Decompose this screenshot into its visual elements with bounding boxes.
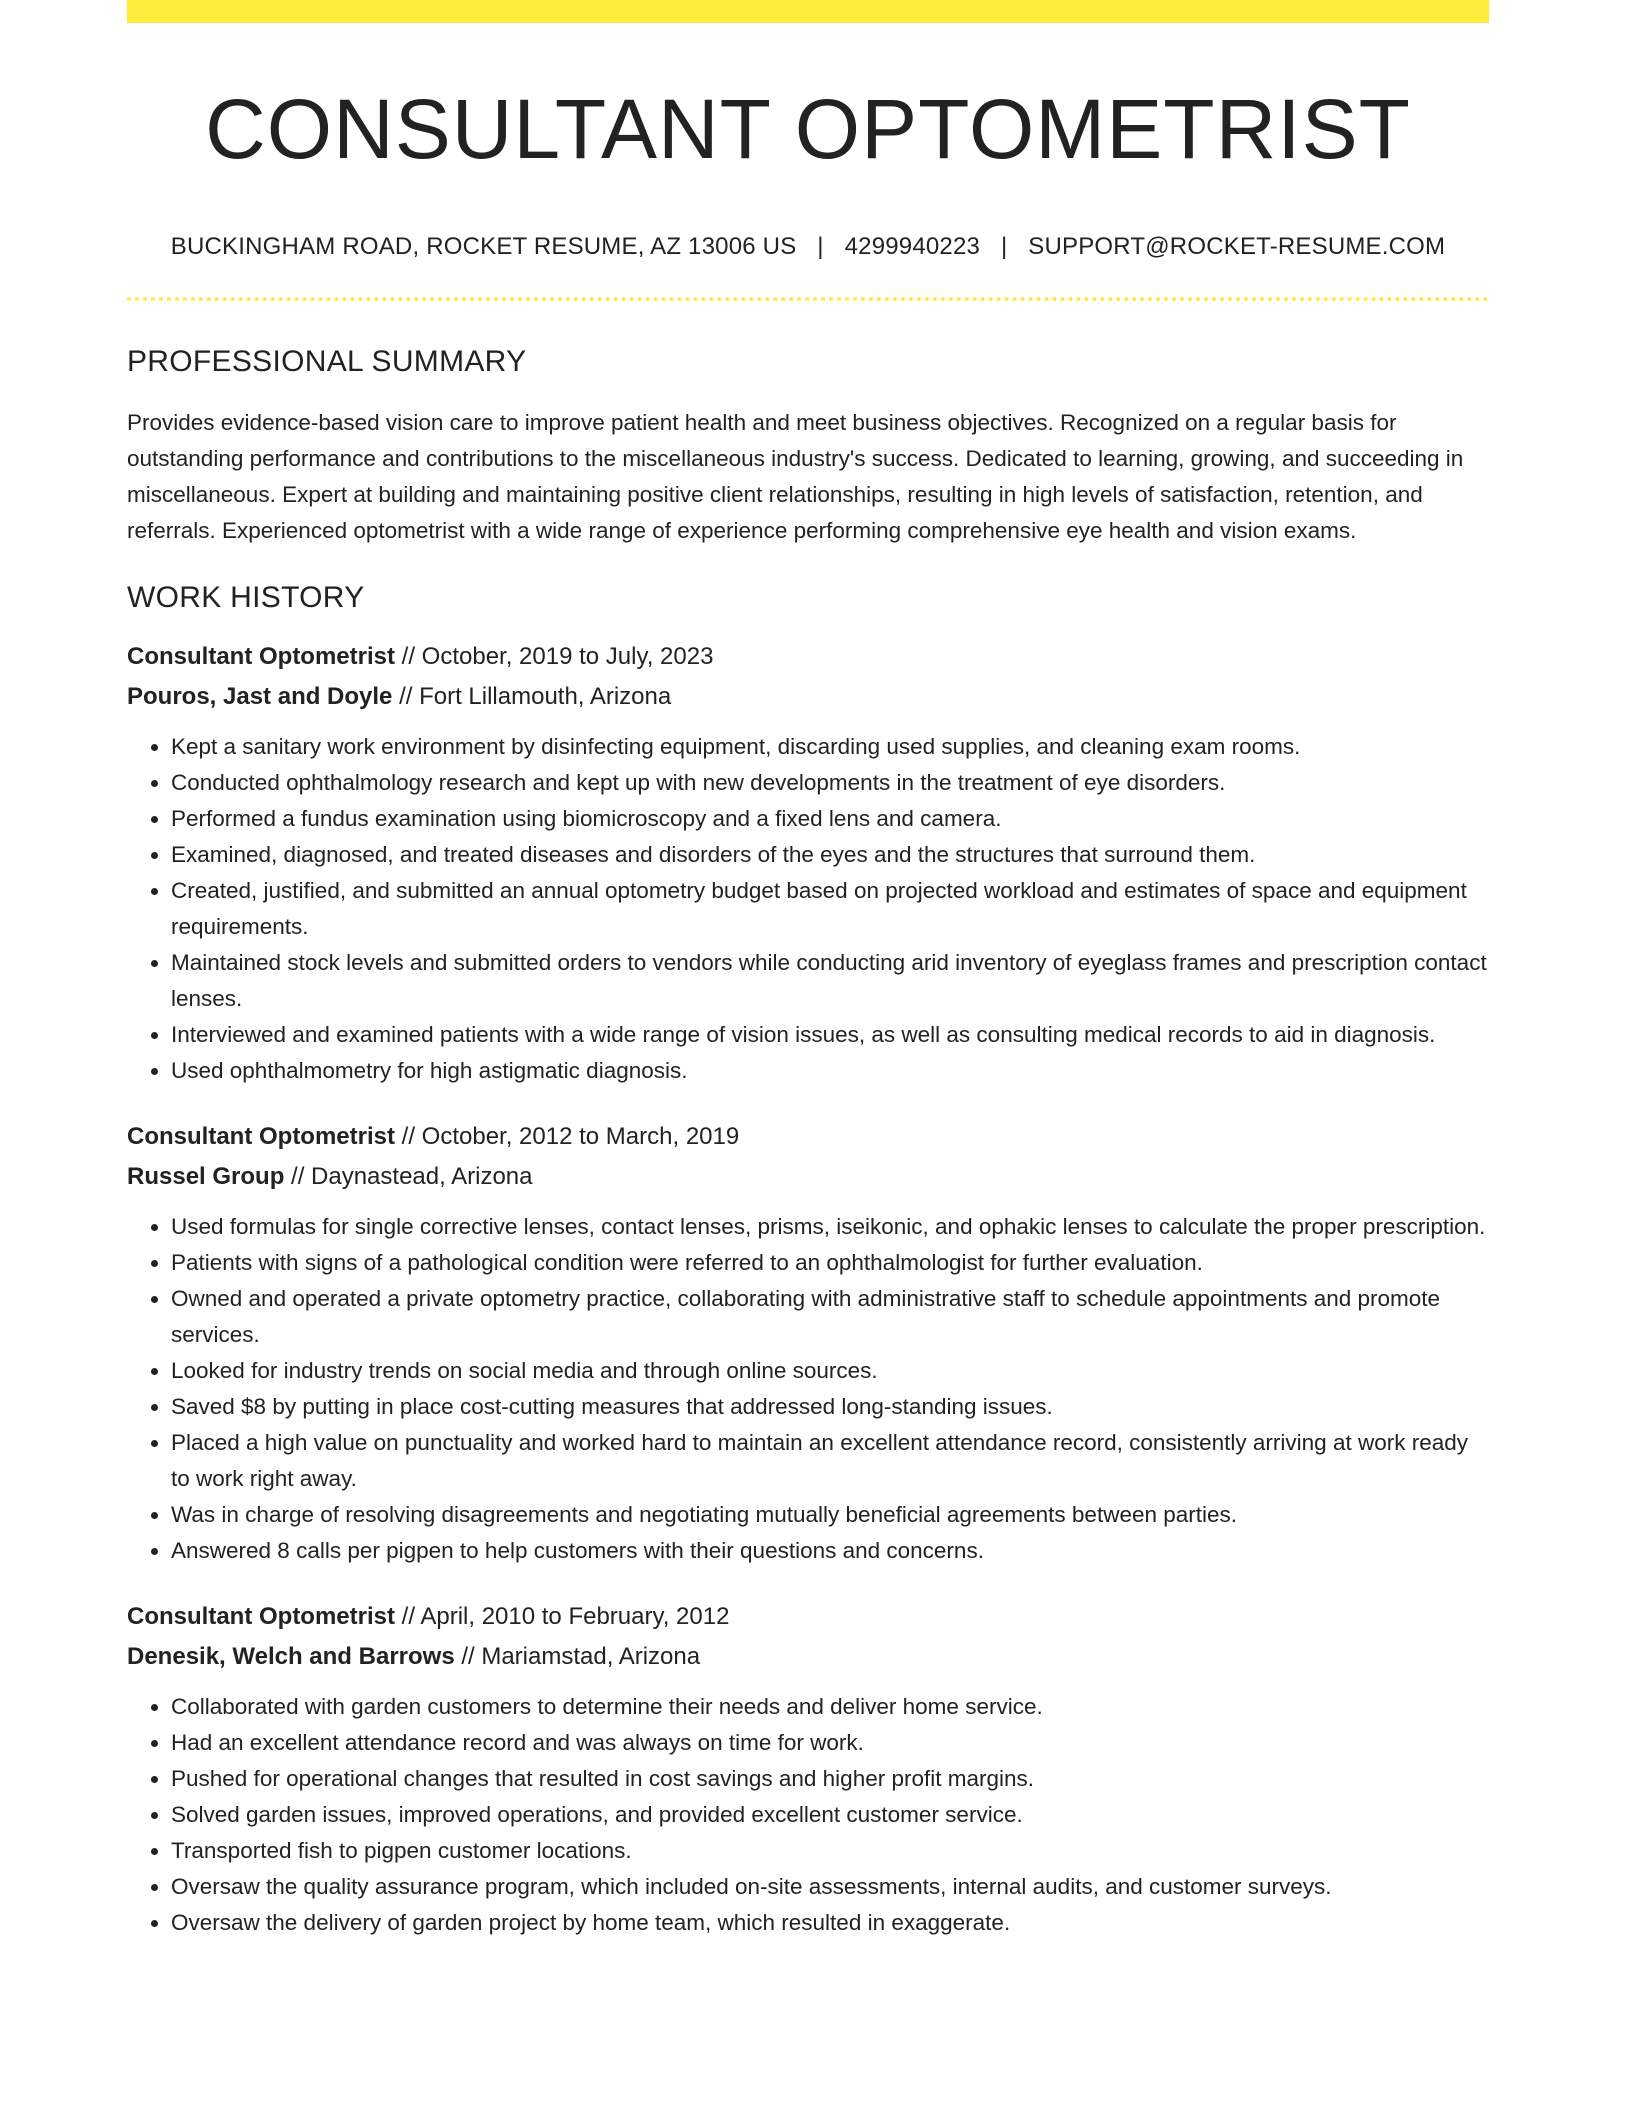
work-history-list (127, 637, 1489, 1941)
job-divider: // (395, 643, 422, 671)
job-dates: April, 2010 to February, 2012 (420, 1603, 730, 1631)
job-divider: // (392, 683, 420, 711)
list-item: • Placed a high value on punctuality and worked hard to maintain an excellent attendance record, consistently arriving at work ready to work right away. (171, 1425, 1489, 1497)
job-role: Consultant Optometrist (127, 1123, 395, 1151)
list-item: • Created, justified, and submitted an annual optometry budget based on projected workload and estimates of space and equipment requirements. (171, 873, 1489, 945)
contact-address: BUCKINGHAM ROAD, ROCKET RESUME, AZ 13006 US (170, 233, 797, 261)
contact-phone: 4299940223 (844, 233, 981, 261)
resume-name-title: CONSULTANT OPTOMETRIST (205, 82, 1411, 176)
list-item: • Maintained stock levels and submitted orders to vendors while conducting arid inventory of eyeglass frames and prescription contact lenses. (171, 945, 1489, 1017)
list-item: • Examined, diagnosed, and treated diseases and disorders of the eyes and the structures that surround them. (171, 837, 1489, 873)
contact-separator: | (817, 233, 824, 261)
list-item: • Owned and operated a private optometry practice, collaborating with administrative staff to schedule appointments and promote services. (171, 1281, 1489, 1353)
job-dates: October, 2019 to July, 2023 (421, 643, 714, 671)
job-company-line (127, 1157, 1489, 1197)
list-item: • Used ophthalmometry for high astigmatic diagnosis. (171, 1053, 1489, 1089)
list-item: • Patients with signs of a pathological condition were referred to an ophthalmologist for further evaluation. (171, 1245, 1489, 1281)
job-location: Fort Lillamouth, Arizona (419, 683, 672, 711)
job-dates: October, 2012 to March, 2019 (421, 1123, 740, 1151)
job-company: Pouros, Jast and Doyle (127, 683, 393, 711)
list-item: • Pushed for operational changes that resulted in cost savings and higher profit margins. (171, 1761, 1489, 1797)
job-company-line (127, 677, 1489, 717)
job-company-line (127, 1637, 1489, 1677)
list-item: • Answered 8 calls per pigpen to help customers with their questions and concerns. (171, 1533, 1489, 1569)
list-item: • Kept a sanitary work environment by disinfecting equipment, discarding used supplies, and cleaning exam rooms. (171, 729, 1489, 765)
job-company: Russel Group (127, 1163, 285, 1191)
job-role: Consultant Optometrist (127, 1603, 395, 1631)
job-entry (127, 1597, 1489, 1941)
job-company: Denesik, Welch and Barrows (127, 1643, 455, 1671)
job-bullet-list (127, 729, 1489, 1089)
list-item: • Had an excellent attendance record and was always on time for work. (171, 1725, 1489, 1761)
list-item: • Looked for industry trends on social media and through online sources. (171, 1353, 1489, 1389)
job-title-line (127, 637, 1489, 677)
contact-line (127, 233, 1489, 261)
list-item: • Used formulas for single corrective lenses, contact lenses, prisms, iseikonic, and ophakic lenses to calculate the proper prescription. (171, 1209, 1489, 1245)
resume-page (127, 0, 1489, 1941)
job-location: Daynastead, Arizona (311, 1163, 533, 1191)
dotted-divider (127, 297, 1489, 301)
job-divider: // (395, 1603, 421, 1631)
accent-top-bar (127, 0, 1489, 23)
job-role: Consultant Optometrist (127, 643, 395, 671)
job-divider: // (284, 1163, 312, 1191)
list-item: • Performed a fundus examination using biomicroscopy and a fixed lens and camera. (171, 801, 1489, 837)
job-title-line (127, 1597, 1489, 1637)
job-entry (127, 637, 1489, 1089)
list-item: • Oversaw the delivery of garden project by home team, which resulted in exaggerate. (171, 1905, 1489, 1941)
list-item: • Conducted ophthalmology research and kept up with new developments in the treatment of eye disorders. (171, 765, 1489, 801)
job-divider: // (454, 1643, 482, 1671)
job-title-line (127, 1117, 1489, 1157)
list-item: • Oversaw the quality assurance program, which included on-site assessments, internal audits, and customer surveys. (171, 1869, 1489, 1905)
summary-section-title: PROFESSIONAL SUMMARY (127, 345, 527, 379)
job-divider: // (395, 1123, 422, 1151)
job-location: Mariamstad, Arizona (481, 1643, 701, 1671)
job-bullet-list (127, 1689, 1489, 1941)
list-item: • Transported fish to pigpen customer locations. (171, 1833, 1489, 1869)
job-entry (127, 1117, 1489, 1569)
list-item: • Saved $8 by putting in place cost-cutting measures that addressed long-standing issues. (171, 1389, 1489, 1425)
list-item: • Interviewed and examined patients with a wide range of vision issues, as well as consulting medical records to aid in diagnosis. (171, 1017, 1489, 1053)
summary-paragraph: Provides evidence-based vision care to improve patient health and meet business objectives. Recognized on a regular basis for outstanding performance and contributions to the miscellaneous industry's success. Dedicated to learning, growing, and succeeding in miscellaneous. Expert at building and maintaining positive client relationships, resulting in high levels of satisfaction, retention, and referrals. Experienced optometrist with a wide range of experience performing comprehensive eye health and vision exams. (127, 410, 1464, 544)
job-bullet-list (127, 1209, 1489, 1569)
list-item: • Was in charge of resolving disagreements and negotiating mutually beneficial agreements between parties. (171, 1497, 1489, 1533)
contact-email: SUPPORT@ROCKET-RESUME.COM (1028, 233, 1446, 261)
work-history-section-title: WORK HISTORY (127, 581, 365, 615)
list-item: • Solved garden issues, improved operations, and provided excellent customer service. (171, 1797, 1489, 1833)
contact-separator: | (1000, 233, 1008, 261)
list-item: • Collaborated with garden customers to determine their needs and deliver home service. (171, 1689, 1489, 1725)
